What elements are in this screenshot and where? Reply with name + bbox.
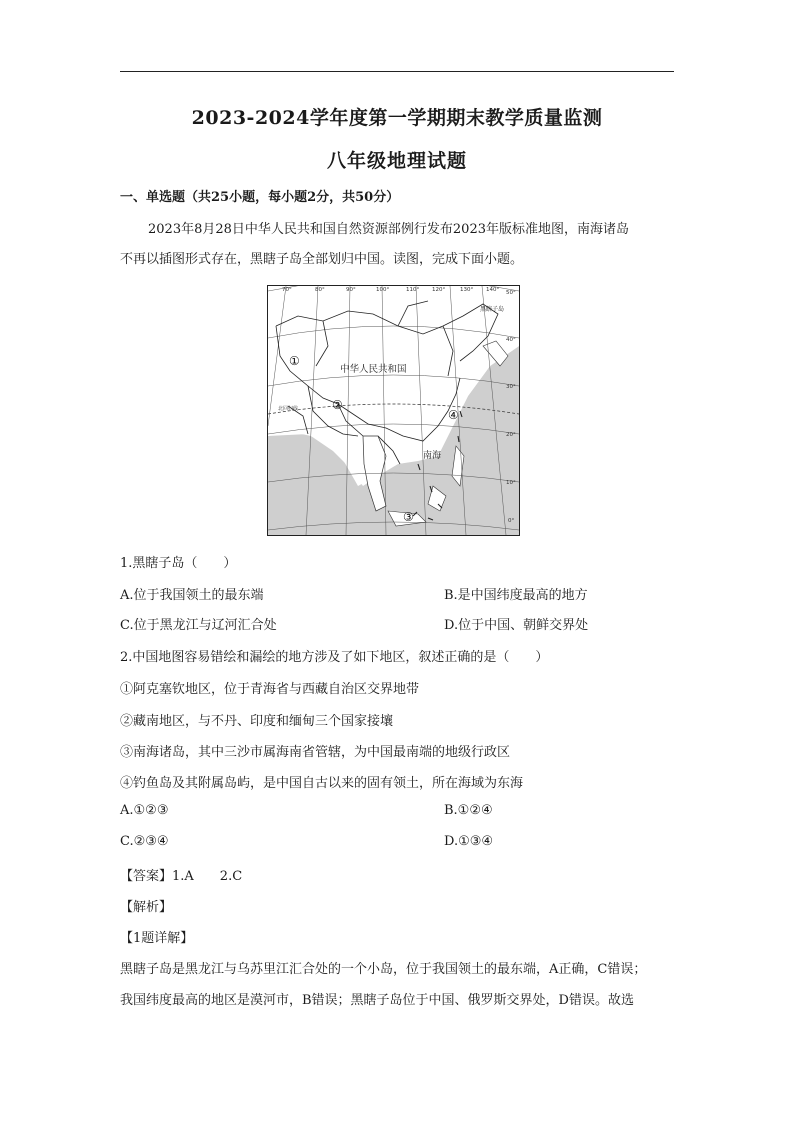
intro-line-2: 不再以插图形式存在，黑瞎子岛全部划归中国。读图，完成下面小题。 (120, 252, 524, 267)
tick-120: 120° (432, 287, 446, 293)
south-sea-label: 南海 (423, 451, 442, 461)
q2-statement-1: ①阿克塞钦地区，位于青海省与西藏自治区交界地带 (120, 682, 420, 697)
document-title: 2023-2024学年度第一学期期末教学质量监测 (191, 107, 603, 129)
q2-statement-2: ②藏南地区，与不丹、印度和缅甸三个国家接壤 (120, 714, 394, 729)
tick-100: 100° (376, 287, 390, 293)
detail-line-1: 黑瞎子岛是黑龙江与乌苏里江汇合处的一个小岛，位于我国领土的最东端，A正确，C错误； (120, 962, 647, 977)
tick-40n: 40° (506, 337, 516, 343)
q2-option-a: A.①②③ (120, 803, 169, 818)
q2-option-c: C.②③④ (120, 834, 169, 849)
tick-80: 80° (315, 287, 325, 293)
intro-line-1: 2023年8月28日中华人民共和国自然资源部例行发布2023年版标准地图，南海诸岛 (148, 222, 629, 237)
q1-option-a: A.位于我国领土的最东端 (120, 588, 264, 603)
china-map-figure (267, 285, 520, 536)
tick-30n: 30° (506, 384, 516, 390)
q2-option-b: B.①②④ (444, 803, 493, 818)
marker-2: ② (332, 398, 343, 412)
detail-line-2: 我国纬度最高的地区是漠河市，B错误；黑瞎子岛位于中国、俄罗斯交界处，D错误。故选 (120, 993, 634, 1008)
detail-heading: 【1题详解】 (120, 931, 194, 946)
tick-110: 110° (406, 287, 420, 293)
tropic-label: 北回归线 (278, 406, 299, 412)
q1-option-c: C.位于黑龙江与辽河汇合处 (120, 618, 277, 633)
answer-line: 【答案】1.A 2.C (120, 869, 243, 884)
analysis-heading: 【解析】 (120, 900, 173, 915)
tick-140: 140° (486, 287, 500, 293)
tick-10n: 10° (506, 480, 516, 486)
section-heading: 一、单选题（共25小题，每小题2分，共50分） (120, 190, 400, 205)
q2-statement-3: ③南海诸岛，其中三沙市属海南省管辖，为中国最南端的地级行政区 (120, 745, 511, 760)
heixiazi-label: 黑瞎子岛 (480, 306, 505, 313)
q2-stem: 2.中国地图容易错绘和漏绘的地方涉及了如下地区，叙述正确的是（ ） (120, 650, 549, 665)
tick-70: 70° (282, 287, 292, 293)
q1-option-b: B.是中国纬度最高的地方 (444, 588, 588, 603)
tick-0: 0° (508, 518, 515, 524)
tick-130: 130° (460, 287, 474, 293)
tick-90: 90° (346, 287, 356, 293)
q1-option-d: D.位于中国、朝鲜交界处 (444, 618, 589, 633)
china-label: 中华人民共和国 (340, 364, 407, 375)
marker-3: ③ (403, 510, 414, 524)
q1-stem: 1.黑瞎子岛（ ） (120, 556, 237, 571)
marker-1: ① (289, 354, 300, 368)
tick-20n: 20° (506, 432, 516, 438)
marker-4: ④ (448, 408, 459, 422)
document-subtitle: 八年级地理试题 (326, 150, 467, 172)
map-svg (268, 286, 519, 535)
tick-50n: 50° (506, 290, 516, 296)
header-rule (120, 71, 674, 72)
q2-option-d: D.①③④ (444, 834, 494, 849)
q2-statement-4: ④钓鱼岛及其附属岛屿，是中国自古以来的固有领土，所在海域为东海 (120, 776, 524, 791)
